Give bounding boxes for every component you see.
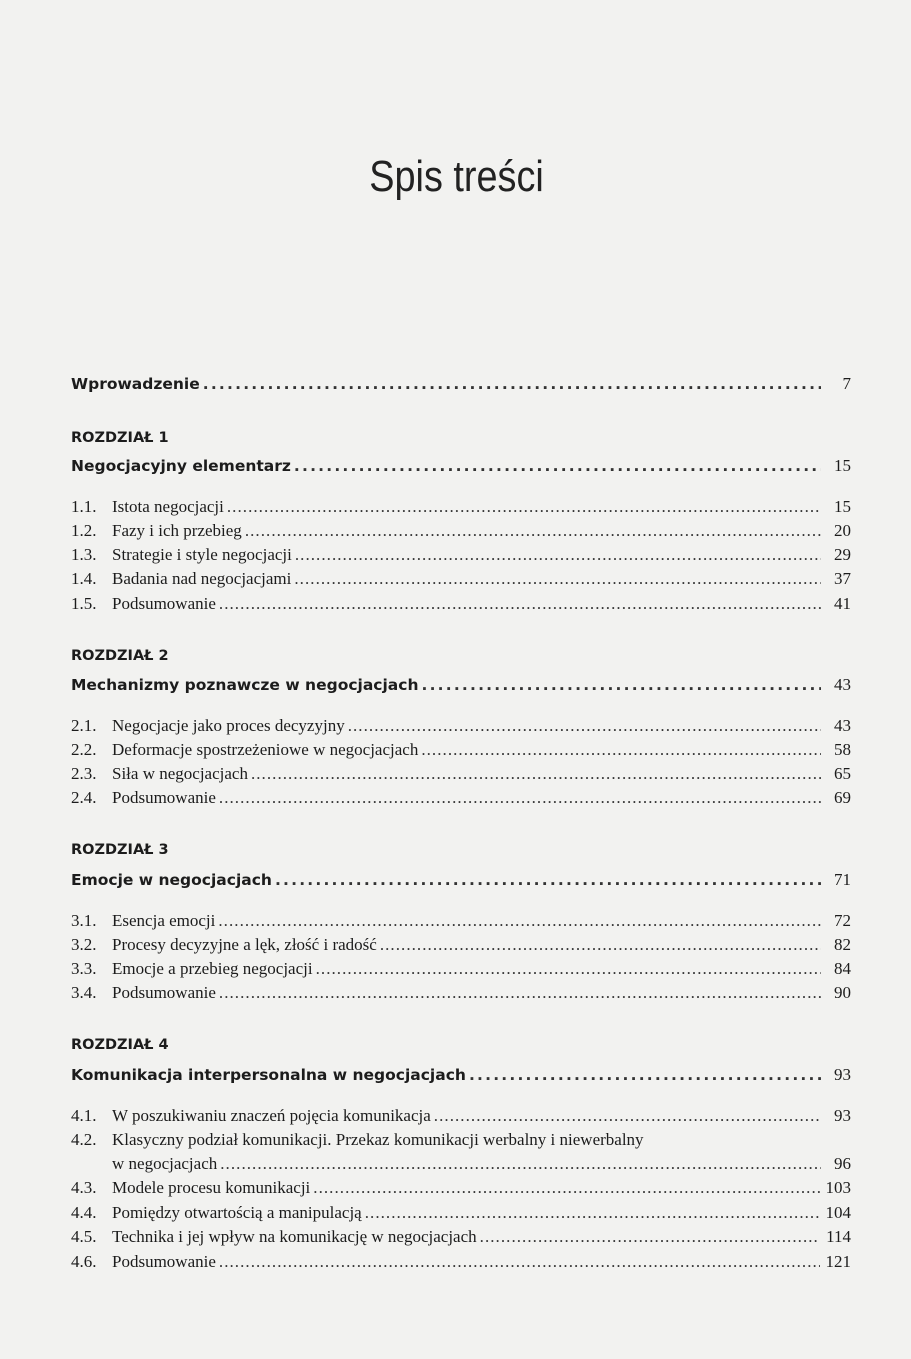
dot-leader <box>220 1154 821 1174</box>
toc-entry <box>71 983 851 1005</box>
dot-leader <box>422 676 822 694</box>
dot-leader <box>245 521 821 541</box>
page-number: 93 <box>834 1065 851 1084</box>
page-number: 72 <box>834 911 851 930</box>
entry-title: Podsumowanie <box>112 983 216 1002</box>
entry-title: Komunikacja interpersonalna w negocjacjach <box>71 1066 466 1084</box>
page-number: 114 <box>826 1227 851 1246</box>
page-number: 43 <box>834 716 851 735</box>
chapter-title-entry <box>71 1065 851 1087</box>
page-number: 93 <box>834 1106 851 1125</box>
toc-entry <box>71 911 851 933</box>
section-number: 2.1. <box>71 716 97 735</box>
toc-entry <box>71 569 851 591</box>
page-number: 104 <box>825 1203 851 1222</box>
dot-leader <box>219 788 821 808</box>
toc-entry <box>71 594 851 616</box>
entry-title: Esencja emocji <box>112 911 216 930</box>
section-number: 4.1. <box>71 1106 97 1125</box>
dot-leader <box>316 959 821 979</box>
dot-leader <box>469 1066 821 1084</box>
toc-entry <box>71 497 851 519</box>
toc-entry <box>71 545 851 567</box>
dot-leader <box>219 1252 820 1272</box>
chapter-title-entry <box>71 374 851 396</box>
dot-leader <box>313 1178 819 1198</box>
section-number: 4.2. <box>71 1130 97 1149</box>
page-title: Spis treści <box>369 152 544 201</box>
section-number: 2.2. <box>71 740 97 759</box>
section-number: 1.2. <box>71 521 97 540</box>
page-number: 103 <box>825 1178 851 1197</box>
toc-entry <box>71 1130 851 1152</box>
chapter-title-entry <box>71 870 851 892</box>
chapter-title-entry <box>71 675 851 697</box>
dot-leader <box>348 716 821 736</box>
section-number: 1.1. <box>71 497 97 516</box>
page-number: 84 <box>834 959 851 978</box>
toc-entry <box>71 1106 851 1128</box>
toc-entry <box>71 521 851 543</box>
section-number: 2.4. <box>71 788 97 807</box>
entry-title: Emocje w negocjacjach <box>71 871 272 889</box>
page-number: 7 <box>842 374 851 393</box>
dot-leader <box>251 764 821 784</box>
section-number: 3.1. <box>71 911 97 930</box>
page-number: 82 <box>834 935 851 954</box>
entry-title: Pomiędzy otwartością a manipulacją <box>112 1203 362 1222</box>
page-number: 69 <box>834 788 851 807</box>
dot-leader <box>421 740 821 760</box>
entry-title: Klasyczny podział komunikacji. Przekaz komunikacji werbalny i niewerbalny <box>112 1130 644 1149</box>
entry-title: Podsumowanie <box>112 594 216 613</box>
toc-entry <box>71 764 851 786</box>
entry-title: Fazy i ich przebieg <box>112 521 242 540</box>
section-number: 4.4. <box>71 1203 97 1222</box>
page-number: 20 <box>834 521 851 540</box>
toc-entry <box>71 935 851 957</box>
chapter-title-entry <box>71 456 851 478</box>
page-number: 90 <box>834 983 851 1002</box>
toc-entry <box>71 959 851 981</box>
section-number: 4.6. <box>71 1252 97 1271</box>
chapter-label: ROZDZIAŁ 4 <box>71 1037 169 1053</box>
entry-title: Procesy decyzyjne a lęk, złość i radość <box>112 935 377 954</box>
page-number: 71 <box>834 870 851 889</box>
entry-title: Deformacje spostrzeżeniowe w negocjacjach <box>112 740 419 759</box>
dot-leader <box>218 911 821 931</box>
dot-leader <box>294 457 821 475</box>
entry-title: Emocje a przebieg negocjacji <box>112 959 313 978</box>
page-number: 41 <box>834 594 851 613</box>
dot-leader <box>294 569 821 589</box>
chapter-label: ROZDZIAŁ 1 <box>71 430 169 446</box>
section-number: 1.4. <box>71 569 97 588</box>
entry-title: Negocjacje jako proces decyzyjny <box>112 716 345 735</box>
dot-leader <box>203 375 821 393</box>
page-number: 15 <box>834 497 851 516</box>
toc-entry <box>71 716 851 738</box>
entry-title: Podsumowanie <box>112 788 216 807</box>
chapter-label: ROZDZIAŁ 2 <box>71 648 169 664</box>
toc-entry <box>71 1178 851 1200</box>
page-number: 121 <box>825 1252 851 1271</box>
entry-title: Mechanizmy poznawcze w negocjacjach <box>71 676 419 694</box>
entry-title: Siła w negocjacjach <box>112 764 248 783</box>
dot-leader <box>295 545 821 565</box>
section-number: 3.2. <box>71 935 97 954</box>
entry-title: Technika i jej wpływ na komunikację w negocjacjach <box>112 1227 477 1246</box>
section-number: 2.3. <box>71 764 97 783</box>
page-number: 15 <box>834 456 851 475</box>
entry-title: Podsumowanie <box>112 1252 216 1271</box>
dot-leader <box>227 497 821 517</box>
section-number: 3.3. <box>71 959 97 978</box>
entry-title: Badania nad negocjacjami <box>112 569 292 588</box>
page-number: 96 <box>834 1154 851 1173</box>
entry-title: Modele procesu komunikacji <box>112 1178 311 1197</box>
entry-title: Wprowadzenie <box>71 375 200 393</box>
toc-entry <box>71 1252 851 1274</box>
page-number: 29 <box>834 545 851 564</box>
dot-leader <box>380 935 821 955</box>
dot-leader <box>219 594 821 614</box>
section-number: 1.3. <box>71 545 97 564</box>
section-number: 1.5. <box>71 594 97 613</box>
toc-entry <box>71 788 851 810</box>
page-number: 37 <box>834 569 851 588</box>
dot-leader <box>480 1227 820 1247</box>
toc-entry <box>71 1203 851 1225</box>
chapter-label: ROZDZIAŁ 3 <box>71 842 169 858</box>
section-number: 4.5. <box>71 1227 97 1246</box>
entry-title: Istota negocjacji <box>112 497 224 516</box>
section-number: 3.4. <box>71 983 97 1002</box>
toc-entry-continuation <box>112 1154 851 1176</box>
dot-leader <box>219 983 821 1003</box>
section-number: 4.3. <box>71 1178 97 1197</box>
entry-title-continued: w negocjacjach <box>112 1154 218 1173</box>
dot-leader <box>365 1203 820 1223</box>
entry-title: Strategie i style negocjacji <box>112 545 292 564</box>
toc-entry <box>71 740 851 762</box>
dot-leader <box>434 1106 821 1126</box>
entry-title: Negocjacyjny elementarz <box>71 457 291 475</box>
page-number: 65 <box>834 764 851 783</box>
entry-title: W poszukiwaniu znaczeń pojęcia komunikacja <box>112 1106 431 1125</box>
dot-leader <box>275 871 821 889</box>
toc-entry <box>71 1227 851 1249</box>
page-number: 43 <box>834 675 851 694</box>
page-number: 58 <box>834 740 851 759</box>
